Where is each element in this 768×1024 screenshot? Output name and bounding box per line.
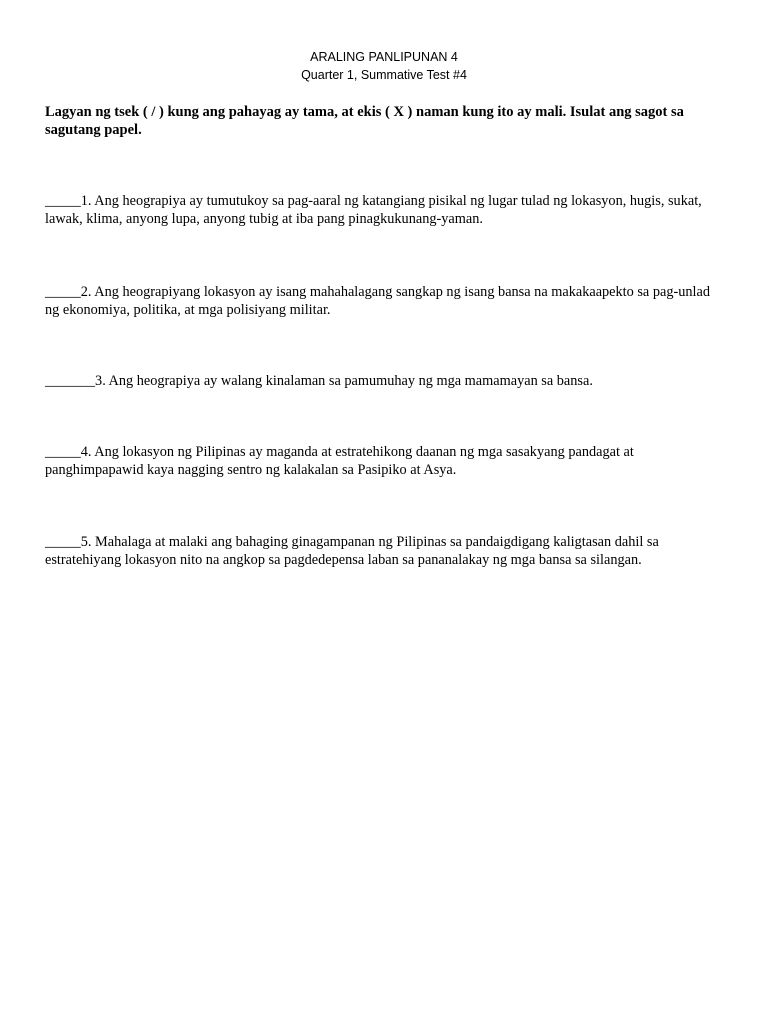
test-item-3: [45, 372, 725, 390]
instructions: Lagyan ng tsek ( / ) kung ang pahayag ay tama, at ekis ( X ) naman kung ito ay mali. Isulat ang sagot sa sagutang papel.: [45, 104, 684, 138]
item-statement: 1. Ang heograpiya ay tumutukoy sa pag-aaral ng katangiang pisikal ng lugar tulad ng lokasyon, hugis, sukat, lawak, klima, anyong lupa, anyong tubig at iba pang pinagkukunang-yaman.: [45, 193, 702, 227]
answer-blank: _____: [45, 284, 81, 300]
test-item-5: [45, 533, 725, 569]
answer-blank: _____: [45, 444, 81, 460]
answer-blank: _______: [45, 373, 96, 389]
item-statement: 5. Mahalaga at malaki ang bahaging ginagampanan ng Pilipinas sa pandaigdigang kaligtasan dahil sa estratehiyang lokasyon nito na angkop sa pagdedepensa laban sa pananalakay ng mga bansa sa silangan.: [45, 534, 659, 568]
item-statement: 3. Ang heograpiya ay walang kinalaman sa pamumuhay ng mga mamamayan sa bansa.: [95, 373, 593, 389]
document-title: ARALING PANLIPUNAN 4: [310, 50, 458, 64]
answer-blank: _____: [45, 534, 81, 550]
answer-blank: _____: [45, 193, 81, 209]
test-item-2: [45, 283, 725, 319]
document-subtitle: Quarter 1, Summative Test #4: [301, 68, 467, 82]
test-item-1: [45, 192, 725, 228]
test-item-4: [45, 443, 725, 479]
item-statement: 2. Ang heograpiyang lokasyon ay isang mahahalagang sangkap ng isang bansa na makakaapekto sa pag-unlad ng ekonomiya, politika, at mga polisiyang militar.: [45, 284, 711, 318]
item-statement: 4. Ang lokasyon ng Pilipinas ay maganda at estratehikong daanan ng mga sasakyang pandagat at panghimpapawid kaya nagging sentro ng kalakalan sa Pasipiko at Asya.: [45, 444, 634, 478]
